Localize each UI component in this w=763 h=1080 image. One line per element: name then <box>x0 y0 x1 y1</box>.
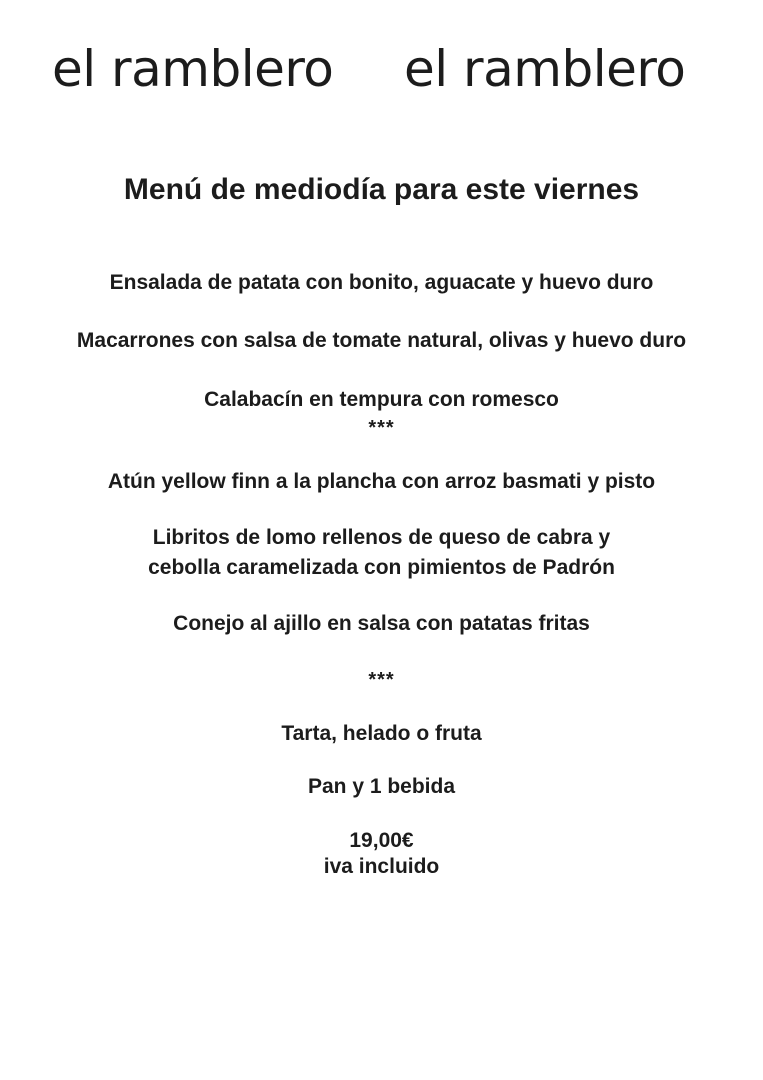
second-course-2-line-2: cebolla caramelizada con pimientos de Padrón <box>148 556 615 579</box>
second-course-2-line-1: Libritos de lomo rellenos de queso de cabra y <box>152 526 611 549</box>
second-course-1: Atún yellow finn a la plancha con arroz basmati y pisto <box>107 470 656 493</box>
brand-logo-right: el ramblero <box>404 40 686 98</box>
first-course-3: Calabacín en tempura con romesco <box>204 388 559 411</box>
dessert-line: Tarta, helado o fruta <box>281 722 482 745</box>
includes-line: Pan y 1 bebida <box>307 775 456 798</box>
course-separator-1: *** <box>368 417 395 439</box>
first-course-1: Ensalada de patata con bonito, aguacate y huevo duro <box>109 271 654 294</box>
first-course-2: Macarrones con salsa de tomate natural, olivas y huevo duro <box>76 329 687 352</box>
brand-logo-left: el ramblero <box>52 40 334 98</box>
course-separator-2: *** <box>368 669 395 691</box>
price-note: iva incluido <box>323 855 440 878</box>
menu-title: Menú de mediodía para este viernes <box>123 173 640 206</box>
second-course-3: Conejo al ajillo en salsa con patatas fritas <box>173 612 590 635</box>
price: 19,00€ <box>349 829 414 852</box>
